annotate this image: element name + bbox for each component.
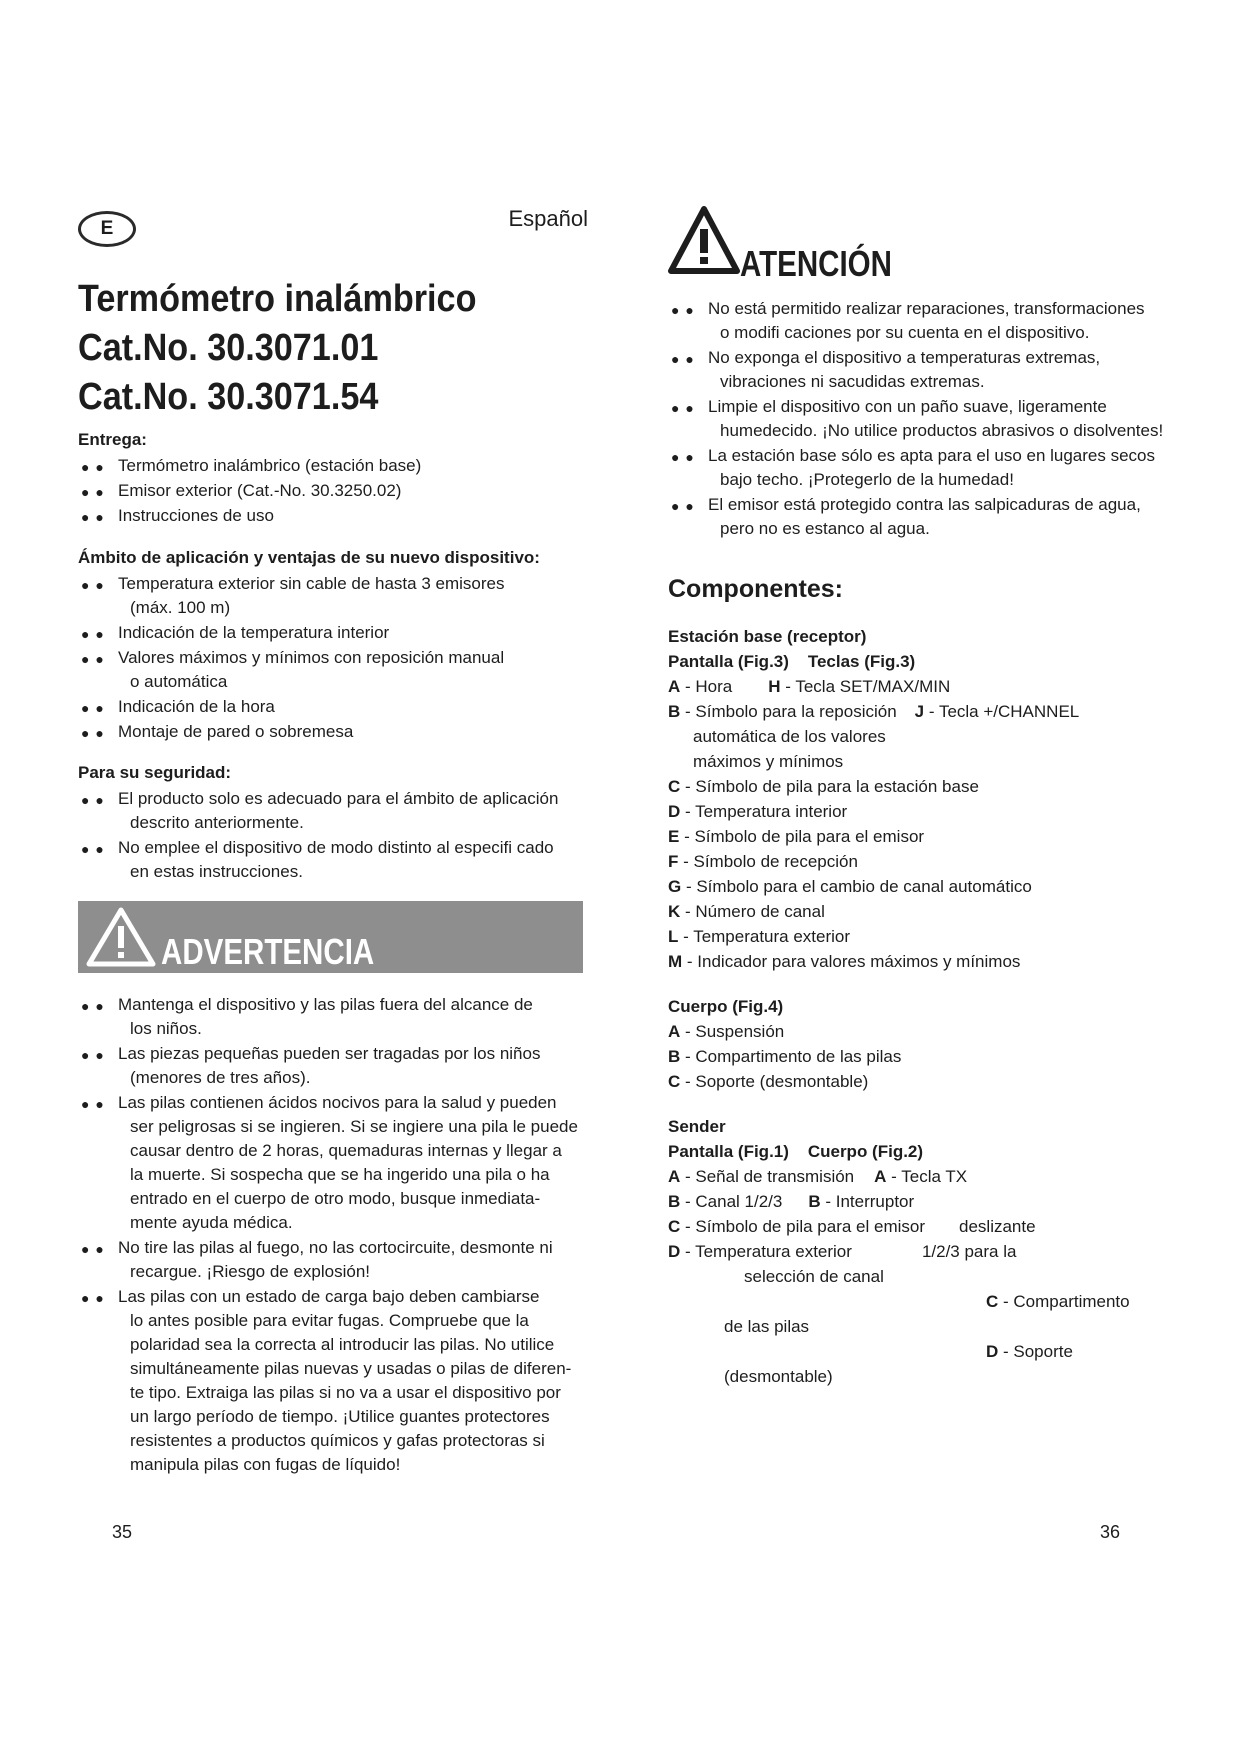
list-item: ● ● Mantenga el dispositivo y las pilas fuera del alcance de los niños. — [81, 995, 533, 1038]
component-item: B - Símbolo para la reposición J - Tecla +/CHANNEL — [668, 702, 1080, 721]
title-line: Cat.No. 30.3071.54 — [78, 376, 379, 418]
attention-label: ATENCIÓN — [740, 243, 892, 284]
safety-section — [78, 763, 588, 885]
bullet-icon: ● ● — [671, 449, 695, 465]
title-line: Cat.No. 30.3071.01 — [78, 327, 379, 369]
body-heading: Cuerpo (Fig.4) — [668, 997, 784, 1016]
bullet-icon: ● ● — [81, 1241, 105, 1257]
base-subheadings: Pantalla (Fig.3) Teclas (Fig.3) — [668, 652, 916, 671]
component-item: M - Indicador para valores máximos y mínimos — [668, 952, 1021, 971]
scope-list — [78, 572, 588, 744]
component-item: de las pilas — [724, 1317, 810, 1336]
scope-section — [78, 548, 588, 745]
list-item: ● ● Indicación de la temperatura interior — [78, 621, 588, 645]
component-item: C - Soporte (desmontable) — [668, 1072, 869, 1091]
bullet-icon: ● ● — [81, 841, 105, 857]
list-item: ● ● Valores máximos y mínimos con reposición manual o automática — [81, 648, 505, 691]
list-item: ● ● Las pilas con un estado de carga bajo deben cambiarse lo antes posible para evitar fugas. Compruebe que la polaridad sea la correcta al introducir las pilas. No utilice simultáneamente pilas nuevas y usadas o pilas de diferen- te tipo. Extraiga las pilas si no va a usar el dispositivo por un largo período de tiempo. ¡Utilice guantes protectores resistentes a productos químicos y gafas protectoras si manipula pilas con fugas de líquido! — [81, 1287, 572, 1474]
bullet-icon: ● ● — [81, 700, 105, 716]
list-item: ● ● La estación base sólo es apta para el uso en lugares secos bajo techo. ¡Protegerlo de la humedad! — [671, 446, 1156, 489]
list-item: ● ● Montaje de pared o sobremesa — [78, 720, 588, 744]
delivery-heading: Entrega: — [78, 430, 147, 449]
sender-subheadings: Pantalla (Fig.1) Cuerpo (Fig.2) — [668, 1142, 924, 1161]
delivery-list — [78, 454, 588, 528]
bullet-icon: ● ● — [81, 484, 105, 500]
list-item: ● ● No está permitido realizar reparaciones, transformaciones o modifi caciones por su cuenta en el dispositivo. — [671, 299, 1145, 342]
warning-triangle-icon — [86, 906, 156, 968]
component-item: A - Hora H - Tecla SET/MAX/MIN — [668, 677, 951, 696]
delivery-section — [78, 430, 588, 529]
list-item: ● ● Limpie el dispositivo con un paño suave, ligeramente humedecido. ¡No utilice productos abrasivos o disolventes! — [671, 397, 1164, 440]
list-item: ● ● Indicación de la hora — [78, 695, 588, 719]
sender-block — [668, 1114, 1188, 1389]
component-item: C - Símbolo de pila para el emisor deslizante — [668, 1217, 1036, 1236]
bullet-icon: ● ● — [81, 1047, 105, 1063]
title-line: Termómetro inalámbrico — [78, 278, 477, 320]
bullet-icon: ● ● — [81, 577, 105, 593]
component-item: G - Símbolo para el cambio de canal automático — [668, 877, 1032, 896]
base-heading: Estación base (receptor) — [668, 627, 867, 646]
base-station-block — [668, 624, 1188, 974]
list-item: ● ● No tire las pilas al fuego, no las cortocircuite, desmonte ni recargue. ¡Riesgo de explosión! — [81, 1238, 553, 1281]
page-number-left: 35 — [112, 1522, 133, 1542]
list-item: ● ● El producto solo es adecuado para el ámbito de aplicación descrito anteriormente. — [81, 789, 559, 832]
component-item: A - Señal de transmisión A - Tecla TX — [668, 1167, 968, 1186]
warning-triangle-icon — [668, 205, 740, 275]
list-item: ● ● No exponga el dispositivo a temperaturas extremas, vibraciones ni sacudidas extremas. — [671, 348, 1101, 391]
list-item: ● ● Instrucciones de uso — [78, 504, 588, 528]
bullet-icon: ● ● — [671, 302, 695, 318]
bullet-icon: ● ● — [671, 498, 695, 514]
list-item: ● ● No emplee el dispositivo de modo distinto al especifi cado en estas instrucciones. — [81, 838, 554, 881]
bullet-icon: ● ● — [81, 792, 105, 808]
warning-banner — [78, 901, 583, 973]
component-item: D - Temperatura interior — [668, 802, 848, 821]
component-item: máximos y mínimos — [693, 752, 844, 771]
bullet-icon: ● ● — [81, 459, 105, 475]
components-section — [668, 575, 1188, 1389]
product-title — [78, 275, 476, 422]
sender-heading: Sender — [668, 1117, 726, 1136]
attention-header — [668, 205, 892, 284]
bullet-icon: ● ● — [81, 626, 105, 642]
list-item: ● ● Temperatura exterior sin cable de hasta 3 emisores (máx. 100 m) — [81, 574, 505, 617]
component-item: B - Compartimento de las pilas — [668, 1047, 902, 1066]
page-number-right: 36 — [1100, 1522, 1121, 1542]
list-item: ● ● El emisor está protegido contra las salpicaduras de agua, pero no es estanco al agua. — [671, 495, 1141, 538]
language-badge — [78, 211, 136, 247]
component-item: F - Símbolo de recepción — [668, 852, 858, 871]
component-item: K - Número de canal — [668, 902, 825, 921]
language-badge-letter: E — [100, 218, 114, 239]
component-item: B - Canal 1/2/3 B - Interruptor — [668, 1192, 915, 1211]
component-item: E - Símbolo de pila para el emisor — [668, 827, 925, 846]
safety-list — [78, 787, 588, 884]
body-block — [668, 994, 1188, 1094]
warning-label: ADVERTENCIA — [161, 931, 375, 972]
component-item: D - Temperatura exterior 1/2/3 para la — [668, 1242, 1017, 1261]
safety-heading: Para su seguridad: — [78, 763, 232, 782]
bullet-icon: ● ● — [671, 400, 695, 416]
language-label: Español — [508, 206, 588, 231]
component-item: A - Suspensión — [668, 1022, 785, 1041]
attention-section — [668, 297, 1188, 542]
component-item: C - Símbolo de pila para la estación base — [668, 777, 979, 796]
bullet-icon: ● ● — [671, 351, 695, 367]
components-title: Componentes: — [668, 575, 843, 603]
bullet-icon: ● ● — [81, 1096, 105, 1112]
bullet-icon: ● ● — [81, 725, 105, 741]
component-item: selección de canal — [744, 1267, 884, 1286]
component-item: L - Temperatura exterior — [668, 927, 851, 946]
bullet-icon: ● ● — [81, 1290, 105, 1306]
bullet-icon: ● ● — [81, 651, 105, 667]
list-item: ● ● Las piezas pequeñas pueden ser tragadas por los niños (menores de tres años). — [81, 1044, 541, 1087]
list-item: ● ● Las pilas contienen ácidos nocivos para la salud y pueden ser peligrosas si se ingieren. Si se ingiere una pila le puede causar dentro de 2 horas, quemaduras internas y llegar a la muerte. Si sospecha que se ha ingerido una pila o ha entrado en el cuerpo de otro modo, busque inmediata- mente ayuda médica. — [81, 1093, 578, 1232]
component-item: (desmontable) — [724, 1367, 833, 1386]
component-item: C - Compartimento — [986, 1292, 1130, 1311]
warning-section — [78, 993, 588, 1478]
warning-list — [78, 993, 588, 1477]
list-item: ● ● Termómetro inalámbrico (estación base) — [78, 454, 588, 478]
component-item: automática de los valores — [693, 727, 886, 746]
bullet-icon: ● ● — [81, 998, 105, 1014]
bullet-icon: ● ● — [81, 509, 105, 525]
component-item: D - Soporte — [986, 1342, 1073, 1361]
scope-heading: Ámbito de aplicación y ventajas de su nuevo dispositivo: — [78, 548, 540, 567]
attention-list — [668, 297, 1188, 541]
list-item: ● ● Emisor exterior (Cat.-No. 30.3250.02) — [78, 479, 588, 503]
